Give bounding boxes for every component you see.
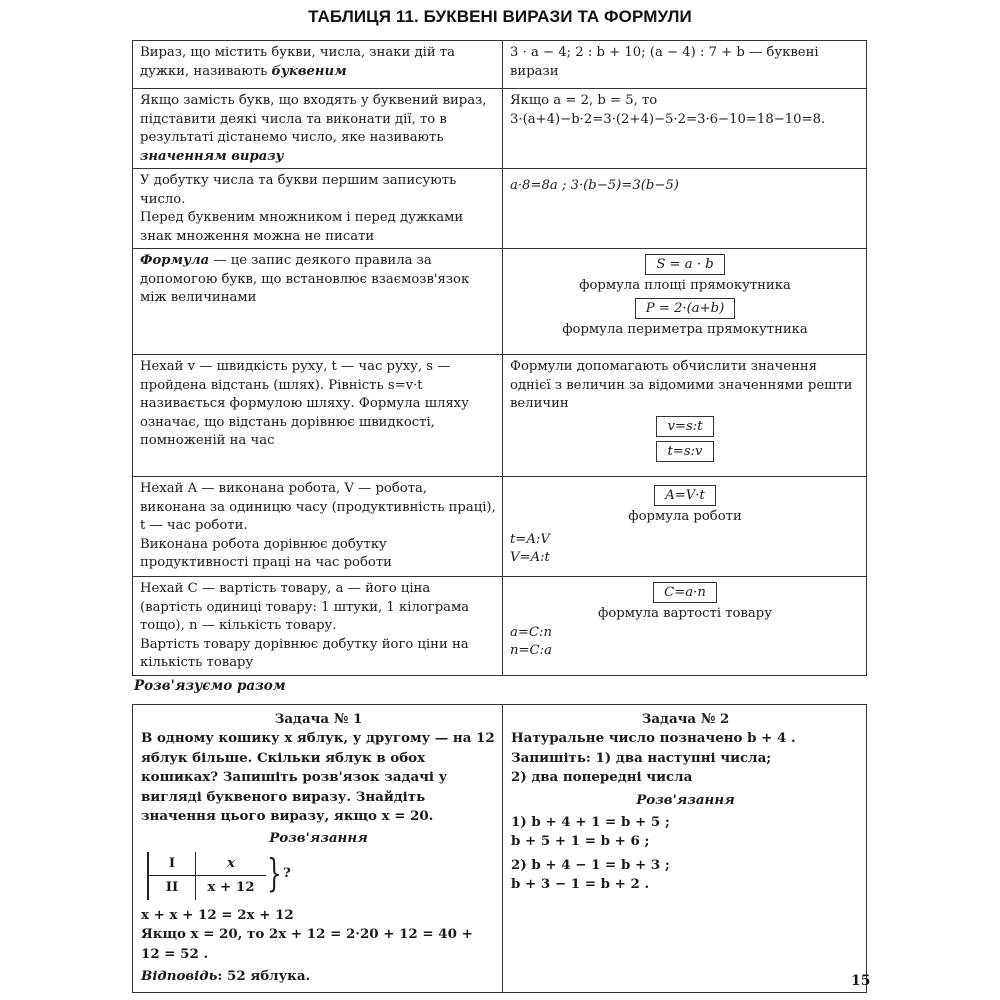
- row-example: [503, 89, 867, 169]
- task-line: 2) два попередні числа: [511, 769, 693, 786]
- example-text: 3 · a − 4; 2 : b + 10; (a − 4) : 7 + b — буквені вирази: [510, 45, 819, 79]
- task-title: Задача № 1: [274, 711, 363, 727]
- definition-text: — це запис деякого правила за допомогою букв, що встановлює взаємозв'язок між величинами: [140, 253, 470, 305]
- task-title: Задача № 2: [641, 711, 730, 727]
- definition-line: Нехай A — виконана робота, V — робота, виконана за одиницю часу (продуктивність праці), t — час роботи.: [140, 481, 496, 533]
- row-example: [503, 577, 867, 676]
- definition-term: значенням виразу: [140, 148, 284, 164]
- time-formula-box: t=s:v: [656, 441, 713, 462]
- example-line: 3·(a+4)−b·2=3·(2+4)−5·2=3·6−10=18−10=8.: [510, 111, 826, 127]
- definition-term: Формула: [140, 253, 210, 268]
- formula-caption: формула периметра прямокутника: [562, 321, 808, 337]
- row-definition: [133, 477, 503, 577]
- row-example: [503, 477, 867, 577]
- task-2: [503, 705, 867, 993]
- table-row: [133, 249, 867, 355]
- definition-line: Вартість товару дорівнює добутку його ціни на кількість товару: [140, 636, 469, 670]
- task-line: Запишіть: 1) два наступні числа;: [511, 749, 772, 766]
- row-example: [503, 41, 867, 89]
- definition-term: буквеним: [271, 63, 347, 79]
- tasks-table: [132, 704, 867, 993]
- definition-line: Нехай C — вартість товару, a — його ціна (вартість одиниці товару: 1 штуки, 1 кілограма тощо), n — кількість товару.: [140, 581, 470, 633]
- definition-text: Вираз, що містить букви, числа, знаки дій та дужки, називають: [140, 45, 455, 79]
- table-row: [133, 41, 867, 89]
- answer: [141, 967, 496, 986]
- row-definition: [133, 355, 503, 477]
- formula-caption: формула площі прямокутника: [579, 278, 791, 293]
- derived-formula: t=A:V: [510, 531, 550, 547]
- section-heading: Розв'язуємо разом: [134, 678, 286, 694]
- table-row: [133, 477, 867, 577]
- row-definition: [133, 89, 503, 169]
- speed-formula-box: v=s:t: [656, 416, 713, 437]
- solution-title: Розв'язання: [636, 791, 735, 808]
- example-formula: a·8=8a ; 3·(b−5)=3(b−5): [510, 178, 679, 193]
- basket-value: x + 12: [207, 879, 255, 896]
- definition-line: Перед буквеним множником і перед дужками знак множення можна не писати: [140, 210, 464, 244]
- perimeter-formula-box: P = 2·(a+b): [635, 298, 736, 319]
- definition-line: У добутку числа та букви першим записують число.: [140, 173, 457, 207]
- question-mark: ?: [283, 864, 291, 881]
- formula-caption: формула роботи: [628, 509, 742, 524]
- basket-label: II: [148, 876, 196, 900]
- table-row: [133, 355, 867, 477]
- area-formula-box: S = a · b: [645, 254, 724, 275]
- solution-line: Якщо x = 20, то 2x + 12 = 2·20 + 12 = 40 + 12 = 52 .: [141, 926, 473, 962]
- formula-caption: формула вартості товару: [598, 606, 772, 621]
- solution-title: Розв'язання: [269, 830, 368, 847]
- brace-icon: }: [267, 850, 282, 895]
- row-definition: [133, 169, 503, 249]
- row-example: [503, 169, 867, 249]
- table-row: [133, 169, 867, 249]
- definition-text: Якщо замість букв, що входять у буквений вираз, підставити деякі числа та виконати дії, то в результаті дістанемо число, яке називають: [140, 93, 487, 145]
- definition-line: Виконана робота дорівнює добутку продуктивності праці на час роботи: [140, 536, 392, 570]
- row-example: [503, 249, 867, 355]
- example-text: Формули допомагають обчислити значення однієї з величин за відомими значеннями решти величин: [510, 359, 853, 411]
- formulas-table: [132, 40, 867, 676]
- page-number: 15: [851, 973, 871, 989]
- task-text: В одному кошику x яблук, у другому — на 12 яблук більше. Скільки яблук в обох кошиках? Запишіть розв'язок задачі у вигляді буквеного виразу. Знайдіть значення цього виразу, якщо x = 20.: [141, 730, 495, 825]
- basket-label: I: [148, 852, 196, 876]
- page-title: ТАБЛИЦЯ 11. БУКВЕНІ ВИРАЗИ ТА ФОРМУЛИ: [308, 7, 692, 26]
- derived-formula: n=C:a: [510, 643, 552, 658]
- definition-text: Нехай v — швидкість руху, t — час руху, s — пройдена відстань (шлях). Рівність s=v·t називається формулою шляху. Формула шляху означає, що відстань дорівнює швидкості, помноженій на час: [140, 359, 469, 448]
- example-line: Якщо a = 2, b = 5, то: [510, 93, 658, 108]
- cost-formula-box: C=a·n: [653, 582, 717, 603]
- solution-line: 1) b + 4 + 1 = b + 5 ;: [511, 814, 670, 831]
- answer-text: : 52 яблука.: [217, 968, 311, 985]
- answer-label: Відповідь: [141, 968, 218, 985]
- work-formula-box: A=V·t: [654, 485, 716, 506]
- table-row: [133, 577, 867, 676]
- task-1: [133, 705, 503, 993]
- task-line: Натуральне число позначено b + 4 .: [511, 730, 796, 747]
- solution-line: b + 3 − 1 = b + 2 .: [511, 876, 650, 893]
- solution-line: b + 5 + 1 = b + 6 ;: [511, 833, 650, 850]
- solution-line: x + x + 12 = 2x + 12: [141, 906, 294, 923]
- mini-table: [147, 852, 266, 900]
- condition-diagram: [145, 852, 496, 900]
- row-definition: [133, 41, 503, 89]
- solution-line: 2) b + 4 − 1 = b + 3 ;: [511, 856, 670, 873]
- basket-value: x: [196, 852, 267, 876]
- table-row: [133, 89, 867, 169]
- row-example: [503, 355, 867, 477]
- derived-formula: a=C:n: [510, 624, 552, 640]
- row-definition: [133, 577, 503, 676]
- derived-formula: V=A:t: [510, 550, 550, 565]
- row-definition: [133, 249, 503, 355]
